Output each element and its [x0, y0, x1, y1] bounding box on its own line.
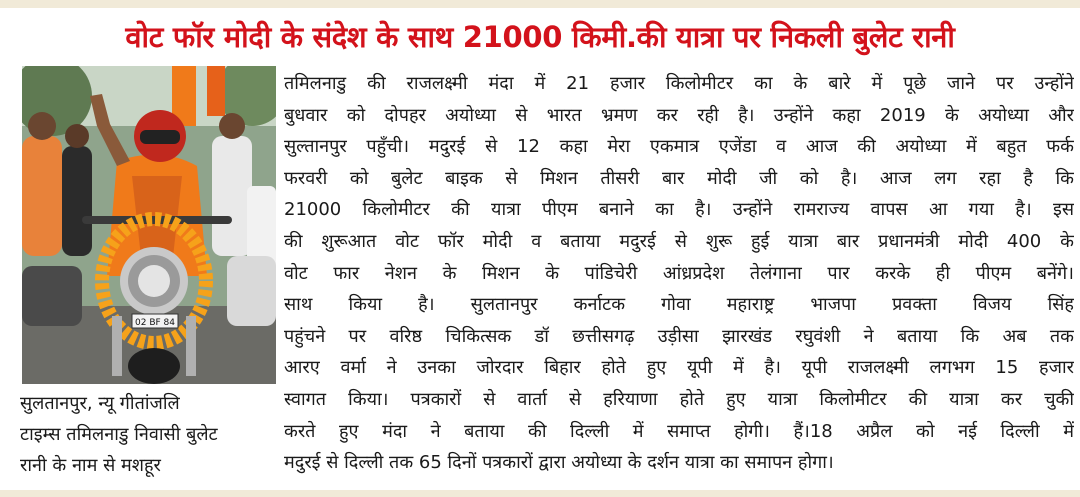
headline: वोट फॉर मोदी के संदेश के साथ 21000 किमी.की यात्रा पर निकली बुलेट रानी — [125, 20, 955, 54]
article-line: तमिलनाडु की राजलक्ष्मी मंदा में 21 हजार किलोमीटर का के बारे में पूछे जाने पर उन्होंने — [284, 73, 1074, 94]
top-rule — [0, 0, 1080, 8]
article-line: सुल्तानपुर पहुँची। मदुरई से 12 कहा मेरा एकमात्र एजेंडा व आज की अयोध्या में बहुत फर्क — [284, 136, 1074, 158]
caption-line: रानी के नाम से मशहूर — [20, 455, 161, 476]
bottom-rule — [0, 490, 1080, 497]
article-line: बुधवार को दोपहर अयोध्या से भारत भ्रमण कर रही है। उन्होंने कहा 2019 के अयोध्या और — [284, 104, 1074, 126]
article-line: फरवरी को बुलेट बाइक से मिशन तीसरी बार मोदी जी को है। आज लग रहा है कि — [284, 167, 1074, 189]
article-line: स्वागत किया। पत्रकारों से वार्ता से हरियाणा होते हुए यात्रा किलोमीटर की यात्रा कर चुकी — [284, 388, 1074, 410]
article-line: करते हुए मंदा ने बताया की दिल्ली में समाप्त होगी। हैं।18 अप्रैल को नई दिल्ली में — [284, 420, 1074, 442]
article-line: 21000 किलोमीटर की यात्रा पीएम बनाने का है। उन्होंने रामराज्य वापस आ गया है। इस — [284, 199, 1074, 221]
article-line: पहुंचने पर वरिष्ठ चिकित्सक डॉ छत्तीसगढ़ उड़ीसा झारखंड रघुवंशी ने बताया कि अब तक — [284, 325, 1074, 347]
article-line: की शुरूआत वोट फॉर मोदी व बताया मदुरई से शुरू हुई यात्रा बार प्रधानमंत्री मोदी 400 के — [284, 230, 1074, 252]
article-body — [284, 68, 1074, 479]
photo-caption — [20, 388, 282, 481]
caption-line: सुलतानपुर, न्यू गीतांजलि — [20, 393, 180, 414]
number-plate-text: 02 BF 84 — [135, 318, 175, 328]
article-line: साथ किया है। सुलतानपुर कर्नाटक गोवा महाराष्ट्र भाजपा प्रवक्ता विजय सिंह — [284, 294, 1074, 316]
article-line: आरए वर्मा ने उनका जोरदार बिहार होते हुए यूपी में है। यूपी राजलक्ष्मी लगभग 15 हजार — [284, 357, 1074, 379]
photo-icon — [22, 66, 276, 384]
article-line: वोट फार नेशन के मिशन के पांडिचेरी आंध्रप्रदेश तेलंगाना पार करके ही पीएम बनेंगे। — [284, 262, 1074, 284]
caption-line: टाइम्स तमिलनाडु निवासी बुलेट — [20, 424, 218, 445]
article-line: मदुरई से दिल्ली तक 65 दिनों पत्रकारों द्वारा अयोध्या के दर्शन यात्रा का समापन होगा। — [284, 452, 834, 474]
news-photo — [22, 66, 276, 384]
